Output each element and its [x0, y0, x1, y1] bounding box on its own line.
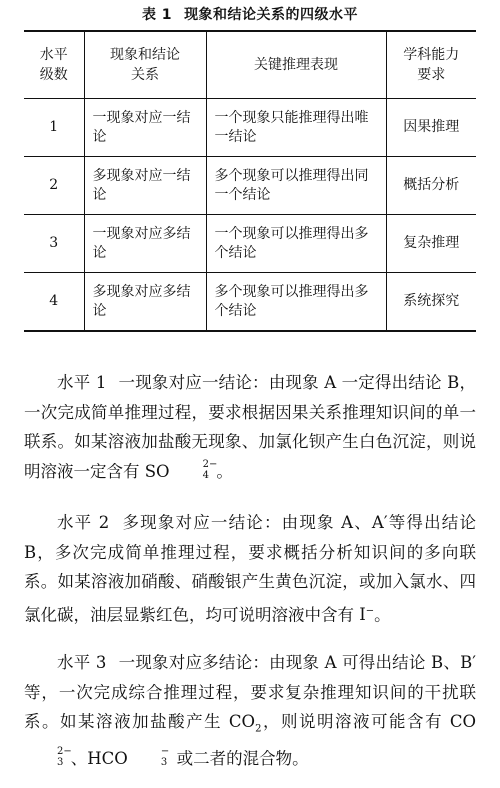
cell-performance: 多个现象可以推理得出同一个结论: [206, 157, 386, 215]
cell-performance: 一个现象只能推理得出唯一结论: [206, 99, 386, 157]
paragraph-level-1: 水平 1 一现象对应一结论：由现象 A 一定得出结论 B，一次完成简单推理过程，要求根据因果关系推理知识间的单一联系。如某溶液加盐酸无现象、加氯化钡产生白色沉淀，则说明溶液一定含有 SO 2− 4 。: [24, 373, 476, 481]
cell-relation: 一现象对应一结论: [84, 99, 206, 157]
iodide-ion: I−: [359, 605, 375, 624]
table-number: 表 1: [141, 7, 173, 23]
paragraph-text: 多现象对应一结论：由现象 A、A′等得出结论 B，多次完成简单推理过程，要求概括分析知识间的多向联系。如某溶液加硝酸、硝酸银产生黄色沉淀，或加入氯水、四氯化碳，油层显紫红色，均可说明溶液中含有: [24, 513, 476, 624]
header-ability: 学科能力 要求: [386, 31, 476, 99]
paragraph-label: 水平 3: [57, 653, 107, 672]
cell-ability: 系统探究: [386, 273, 476, 332]
table-row: [24, 273, 476, 332]
bicarbonate-ion: HCO − 3: [87, 745, 170, 768]
table-row: [24, 157, 476, 215]
paragraph-level-3: 水平 3 一现象对应多结论：由现象 A 可得出结论 B、B′等，一次完成综合推理过程，要求复杂推理知识间的干扰联系。如某溶液加盐酸产生 $CO_2$，则说明溶液可能含有 CO 2− 3 、HCO − 3 或二者的混合物。: [24, 653, 476, 768]
paragraph-text: 一现象对应一结论：由现象 A 一定得出结论 B，一次完成简单推理过程，要求根据因果关系推理知识间的单一联系。如某溶液加盐酸无现象、加氯化钡产生白色沉淀，则说明溶液一定含有: [24, 373, 476, 481]
table-row: [24, 99, 476, 157]
levels-table: [24, 30, 476, 332]
cell-ability: 概括分析: [386, 157, 476, 215]
carbonate-ion: CO 2− 3: [57, 712, 476, 768]
paragraph-label: 水平 1: [57, 373, 107, 392]
table-header-row: [24, 31, 476, 99]
header-level: 水平 级数: [24, 31, 84, 99]
sulfate-ion: SO 2− 4: [144, 458, 218, 481]
cell-performance: 多个现象可以推理得出多个结论: [206, 273, 386, 332]
header-performance: 关键推理表现: [206, 31, 386, 99]
header-relation: 现象和结论 关系: [84, 31, 206, 99]
cell-performance: 一个现象可以推理得出多个结论: [206, 215, 386, 273]
table-title: 现象和结论关系的四级水平: [184, 7, 359, 23]
cell-ability: 因果推理: [386, 99, 476, 157]
cell-relation: 一现象对应多结论: [84, 215, 206, 273]
cell-relation: 多现象对应多结论: [84, 273, 206, 332]
table-caption: [0, 4, 500, 24]
cell-level: 2: [24, 157, 84, 215]
cell-ability: 复杂推理: [386, 215, 476, 273]
paragraph-level-2: 水平 2 多现象对应一结论：由现象 A、A′等得出结论 B，多次完成简单推理过程，要求概括分析知识间的多向联系。如某溶液加硝酸、硝酸银产生黄色沉淀，或加入氯水、四氯化碳，油层显紫红色，均可说明溶液中含有 I−。: [24, 513, 476, 624]
carbon-dioxide-formula: $CO_2$: [228, 712, 262, 735]
cell-relation: 多现象对应一结论: [84, 157, 206, 215]
cell-level: 3: [24, 215, 84, 273]
cell-level: 4: [24, 273, 84, 332]
paragraph-text: 一现象对应多结论：由现象 A 可得出结论 B、B′等，一次完成综合推理过程，要求复杂推理知识间的干扰联系。如某溶液加盐酸产生: [24, 653, 476, 731]
cell-level: 1: [24, 99, 84, 157]
paragraph-label: 水平 2: [57, 513, 110, 532]
table-row: [24, 215, 476, 273]
